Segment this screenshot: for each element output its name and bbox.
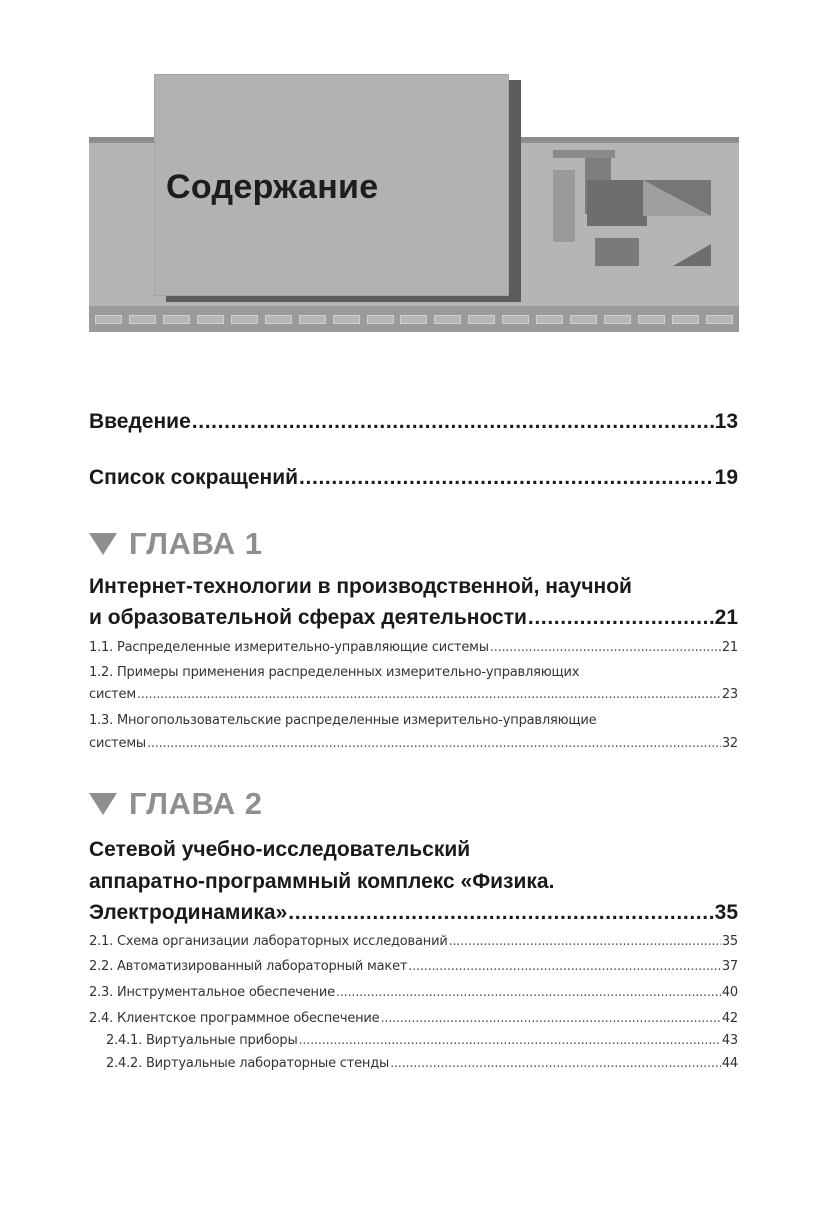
toc-page: 44: [721, 1056, 738, 1071]
chapter-label: ГЛАВА 1: [129, 526, 263, 561]
toc-label: и образовательной сферах деятельности: [89, 606, 527, 629]
toc-page: 19: [714, 466, 738, 489]
toc-entry-1-2[interactable]: [89, 687, 738, 702]
toc-page: 35: [721, 934, 738, 949]
toc-entry-2-4-1[interactable]: [106, 1033, 738, 1048]
chapter-2-title-line2[interactable]: аппаратно-программный комплекс «Физика.: [89, 870, 555, 893]
toc-label: 2.4. Клиентское программное обеспечение: [89, 1011, 380, 1026]
header-banner: [89, 74, 739, 332]
toc-label: систем: [89, 687, 136, 702]
toc-label: 1.1. Распределенные измерительно-управляющие системы: [89, 640, 489, 655]
page-title: Содержание: [166, 168, 379, 206]
leader-dots: [288, 901, 713, 925]
leader-dots: [299, 466, 714, 490]
toc-page: 23: [721, 687, 738, 702]
toc-label: системы: [89, 736, 146, 751]
toc-label: 2.2. Автоматизированный лабораторный макет: [89, 959, 408, 974]
toc-page: 32: [721, 736, 738, 751]
chapter-2-title-line3[interactable]: [89, 901, 738, 925]
toc-page: 35: [714, 901, 738, 924]
chapter-2-heading: [89, 786, 263, 822]
leader-dots: [390, 1056, 721, 1071]
toc-label: Список сокращений: [89, 466, 299, 489]
toc-entry-2-4[interactable]: [89, 1011, 738, 1026]
toc-label: 2.3. Инструментальное обеспечение: [89, 985, 335, 1000]
toc-label: Электродинамика»: [89, 901, 288, 924]
leader-dots: [192, 410, 714, 434]
toc-entry-2-4-2[interactable]: [106, 1056, 738, 1071]
toc-page: 13: [714, 410, 738, 433]
toc-entry-2-3[interactable]: [89, 985, 738, 1000]
leader-dots: [336, 985, 721, 1000]
leader-dots: [299, 1033, 721, 1048]
chapter-1-heading: [89, 526, 263, 562]
toc-page: 42: [721, 1011, 738, 1026]
toc-page: 40: [721, 985, 738, 1000]
chapter-1-title-line2[interactable]: [89, 606, 738, 630]
toc-entry-2-1[interactable]: [89, 934, 738, 949]
banner-rail: [89, 306, 739, 332]
toc-entry-1-3-line1[interactable]: 1.3. Многопользовательские распределенные измерительно-управляющие: [89, 713, 597, 728]
toc-label: 2.4.2. Виртуальные лабораторные стенды: [106, 1056, 390, 1071]
toc-page: 21: [721, 640, 738, 655]
toc-label: 2.1. Схема организации лабораторных исследований: [89, 934, 448, 949]
leader-dots: [449, 934, 721, 949]
toc-label: Введение: [89, 410, 191, 433]
decorative-shapes: [551, 148, 721, 273]
toc-entry-abbreviations[interactable]: [89, 466, 738, 490]
toc-page: 37: [721, 959, 738, 974]
toc-entry-2-2[interactable]: [89, 959, 738, 974]
toc-page: 21: [714, 606, 738, 629]
leader-dots: [147, 736, 721, 751]
toc-entry-1-1[interactable]: [89, 640, 738, 655]
chapter-2-title-line1[interactable]: Сетевой учебно-исследовательский: [89, 838, 471, 861]
triangle-down-icon: [89, 793, 117, 815]
triangle-down-icon: [89, 533, 117, 555]
leader-dots: [528, 606, 714, 630]
chapter-1-title-line1[interactable]: Интернет-технологии в производственной, научной: [89, 575, 632, 598]
leader-dots: [380, 1011, 720, 1026]
leader-dots: [137, 687, 721, 702]
toc-entry-1-2-line1[interactable]: 1.2. Примеры применения распределенных измерительно-управляющих: [89, 665, 580, 680]
leader-dots: [490, 640, 721, 655]
toc-entry-1-3[interactable]: [89, 736, 738, 751]
chapter-label: ГЛАВА 2: [129, 786, 263, 821]
toc-label: 2.4.1. Виртуальные приборы: [106, 1033, 298, 1048]
toc-entry-intro[interactable]: [89, 410, 738, 434]
toc-page: 43: [721, 1033, 738, 1048]
leader-dots: [408, 959, 721, 974]
